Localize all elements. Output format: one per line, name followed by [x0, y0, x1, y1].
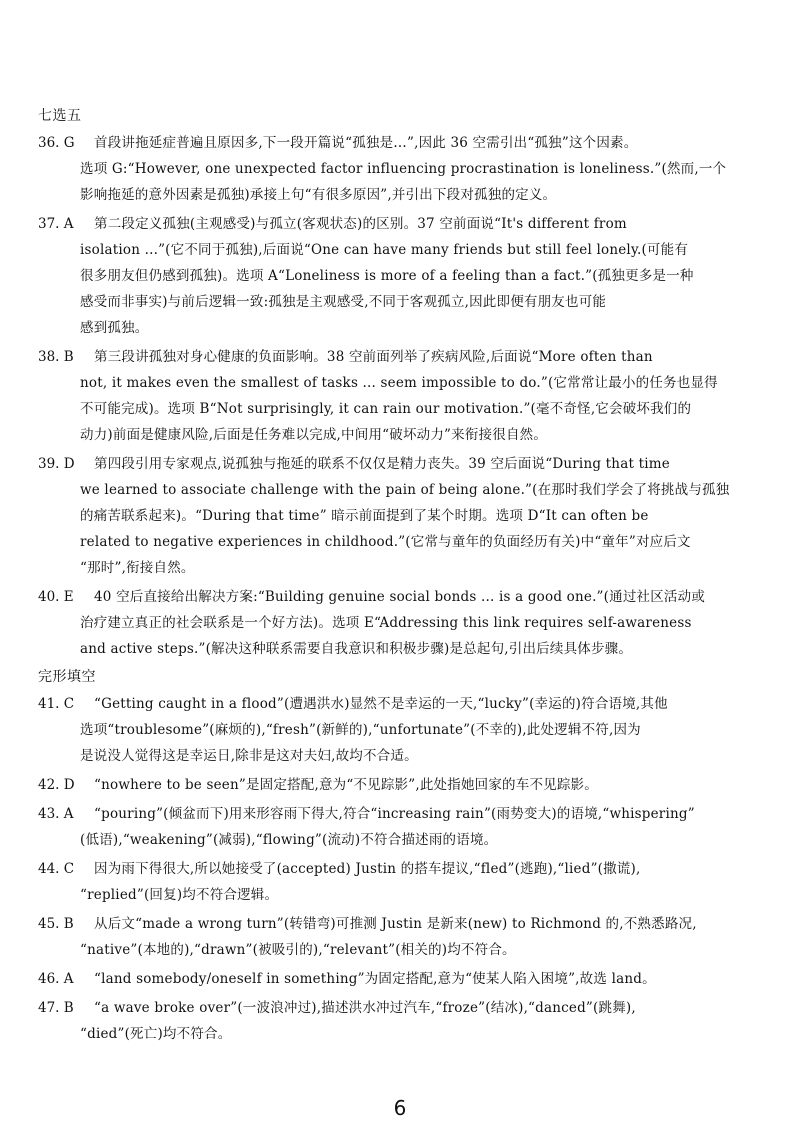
explanation-line: 从后文“made a wrong turn”(转错弯)可推测 Justin 是新来(new) to Richmond 的,不熟悉路况, — [94, 916, 697, 932]
explanation-line: 的痛苦联系起来)。“During that time” 暗示前面提到了某个时期。选项 D“It can often be — [80, 508, 649, 524]
explanation-line: 感受而非事实)与前后逻辑一致:孤独是主观感受,不同于客观孤立,因此即便有朋友也可能 — [80, 294, 607, 310]
answer-item-44 — [38, 856, 768, 908]
explanation-line: 因为雨下得很大,所以她接受了(accepted) Justin 的搭车提议,“fled”(逃跑),“lied”(撒谎), — [94, 861, 641, 877]
section-title-seven-choose-five: 七选五 — [38, 108, 82, 124]
answer-number: 45. B — [38, 916, 74, 932]
answer-number: 47. B — [38, 1000, 74, 1016]
answer-item-39 — [38, 451, 768, 581]
explanation-line: related to negative experiences in childhood.”(它常与童年的负面经历有关)中“童年”对应后文 — [80, 534, 691, 550]
answer-number: 39. D — [38, 456, 75, 472]
answer-number: 37. A — [38, 216, 74, 232]
explanation-line: (低语),“weakening”(减弱),“flowing”(流动)不符合描述雨的语境。 — [80, 832, 498, 848]
answer-number: 43. A — [38, 806, 74, 822]
answer-item-36 — [38, 130, 768, 208]
answer-number: 40. E — [38, 589, 74, 605]
explanation-line: 第二段定义孤独(主观感受)与孤立(客观状态)的区别。37 空前面说“It's different from — [94, 216, 627, 232]
explanation-line: 选项 G:“However, one unexpected factor influencing procrastination is loneliness.”(然而,一个 — [80, 161, 727, 177]
explanation-line: 治疗建立真正的社会联系是一个好方法)。选项 E“Addressing this link requires self-awareness — [80, 615, 692, 631]
answer-number: 44. C — [38, 861, 75, 877]
explanation-line: 第四段引用专家观点,说孤独与拖延的联系不仅仅是精力丧失。39 空后面说“During that time — [94, 456, 670, 472]
explanation-line: 首段讲拖延症普遍且原因多,下一段开篇说“孤独是…”,因此 36 空需引出“孤独”这个因素。 — [94, 135, 638, 151]
answer-number: 36. G — [38, 135, 75, 151]
explanation-line: 影响拖延的意外因素是孤独)承接上句“有很多原因”,并引出下段对孤独的定义。 — [80, 187, 557, 203]
explanation-line: 选项“troublesome”(麻烦的),“fresh”(新鲜的),“unfortunate”(不幸的),此处逻辑不符,因为 — [80, 722, 641, 738]
explanation-line: “那时”,衔接自然。 — [80, 560, 195, 576]
explanation-line: 很多朋友但仍感到孤独)。选项 A“Loneliness is more of a feeling than a fact.”(孤独更多是一种 — [80, 268, 694, 284]
explanation-line: 不可能完成)。选项 B“Not surprisingly, it can rain our motivation.”(毫不奇怪,它会破坏我们的 — [80, 401, 692, 417]
explanation-line: “a wave broke over”(一波浪冲过),描述洪水冲过汽车,“froze”(结冰),“danced”(跳舞), — [94, 1000, 636, 1016]
page-number: 6 — [393, 1096, 407, 1120]
answer-number: 41. C — [38, 696, 75, 712]
explanation-line: and active steps.”(解决这种联系需要自我意识和积极步骤)是总起句,引出后续具体步骤。 — [80, 641, 633, 657]
answer-item-40 — [38, 584, 768, 662]
section-title-cloze: 完形填空 — [38, 669, 96, 685]
explanation-line: we learned to associate challenge with the pain of being alone.”(在那时我们学会了将挑战与孤独 — [80, 482, 730, 498]
answer-key-content — [38, 104, 768, 1050]
answer-item-45 — [38, 911, 768, 963]
answer-number: 42. D — [38, 777, 75, 793]
answer-number: 46. A — [38, 971, 74, 987]
explanation-line: isolation ...”(它不同于孤独),后面说“One can have many friends but still feel lonely.(可能有 — [80, 242, 689, 258]
explanation-line: “land somebody/oneself in something”为固定搭配,意为“使某人陷入困境”,故选 land。 — [94, 971, 656, 987]
explanation-line: not, it makes even the smallest of tasks ... seem impossible to do.”(它常常让最小的任务也显得 — [80, 375, 718, 391]
answer-item-46 — [38, 966, 768, 992]
answer-number: 38. B — [38, 349, 74, 365]
answer-item-41 — [38, 691, 768, 769]
answer-item-37 — [38, 211, 768, 341]
answer-item-47 — [38, 995, 768, 1047]
answer-item-42 — [38, 772, 768, 798]
answer-item-38 — [38, 344, 768, 448]
explanation-line: “Getting caught in a flood”(遭遇洪水)显然不是幸运的一天,“lucky”(幸运的)符合语境,其他 — [94, 696, 668, 712]
explanation-line: “pouring”(倾盆而下)用来形容雨下得大,符合“increasing rain”(雨势变大)的语境,“whispering” — [94, 806, 695, 822]
explanation-line: 动力)前面是健康风险,后面是任务难以完成,中间用“破坏动力”来衔接很自然。 — [80, 427, 548, 443]
explanation-line: 第三段讲孤独对身心健康的负面影响。38 空前面列举了疾病风险,后面说“More often than — [94, 349, 653, 365]
explanation-line: 感到孤独。 — [80, 320, 149, 336]
explanation-line: “native”(本地的),“drawn”(被吸引的),“relevant”(相关的)均不符合。 — [80, 942, 516, 958]
explanation-line: 40 空后直接给出解决方案:“Building genuine social bonds ... is a good one.”(通过社区活动或 — [94, 589, 706, 605]
answer-item-43 — [38, 801, 768, 853]
explanation-line: “replied”(回复)均不符合逻辑。 — [80, 887, 279, 903]
explanation-line: 是说没人觉得这是幸运日,除非是这对夫妇,故均不合适。 — [80, 748, 418, 764]
explanation-line: “died”(死亡)均不符合。 — [80, 1026, 232, 1042]
explanation-line: “nowhere to be seen”是固定搭配,意为“不见踪影”,此处指她回家的车不见踪影。 — [94, 777, 598, 793]
